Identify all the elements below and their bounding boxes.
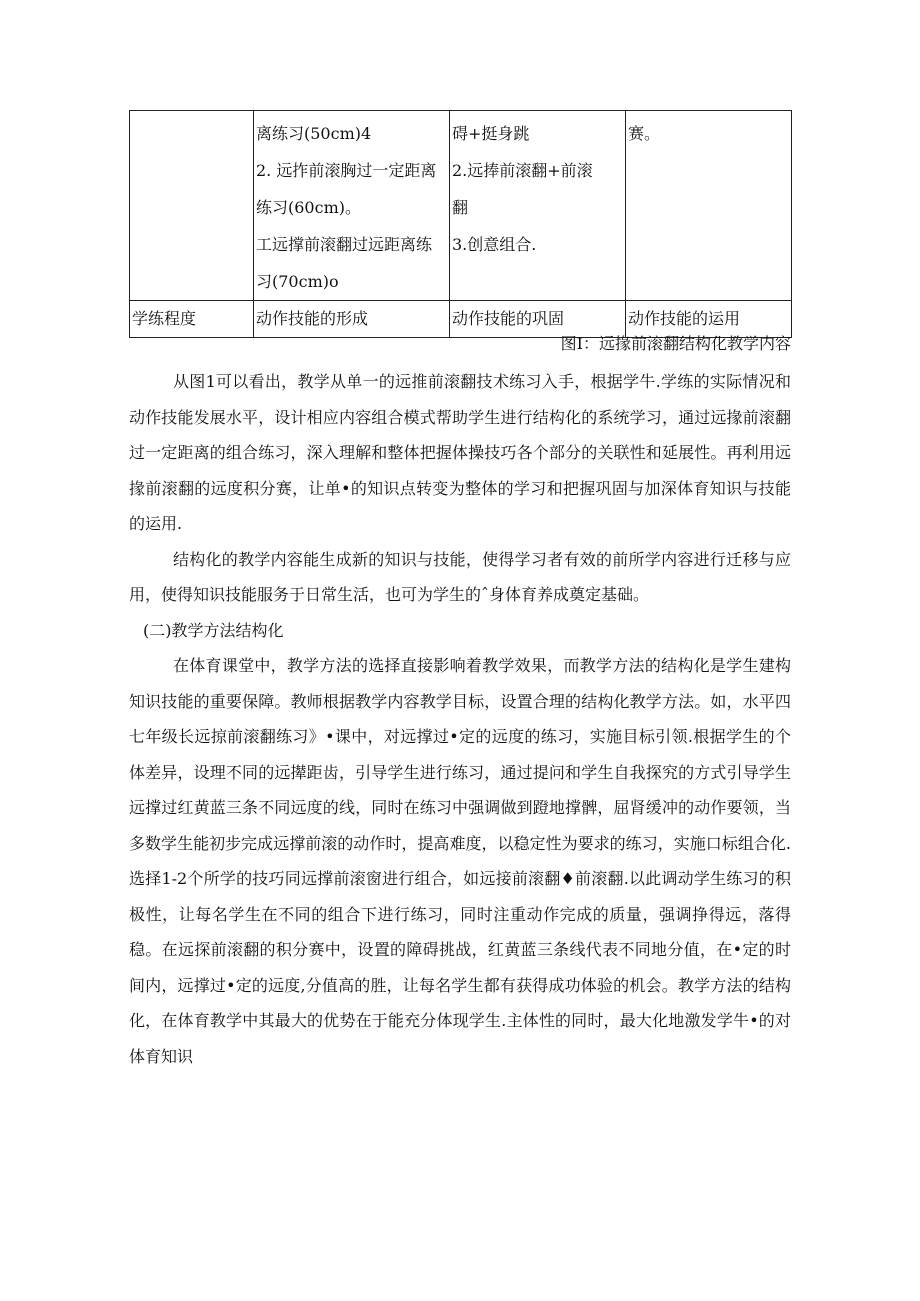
teaching-content-table bbox=[129, 110, 792, 338]
table-cell-stage2: 动作技能的巩固 bbox=[450, 301, 626, 338]
table-cell-empty bbox=[130, 111, 254, 301]
cell-line: 翻 bbox=[452, 198, 469, 217]
body-text bbox=[129, 364, 791, 1074]
cell-line: 碍+挺身跳 bbox=[452, 124, 530, 143]
table-cell-stage1: 动作技能的形成 bbox=[254, 301, 450, 338]
table-cell-stage1-content bbox=[254, 111, 450, 301]
paragraph: 从图1可以看出，教学从单一的远推前滚翻技术练习入手，根据学牛.学练的实际情况和动作技能发展水平，设计相应内容组合模式帮助学生进行结构化的系统学习，通过远掾前滚翻过一定距离的组合练习，深入理解和整体把握体操技巧各个部分的关联性和延展性。再利用远掾前滚翻的远度积分赛，让单•的知识点转变为整体的学习和把握巩固与加深体育知识与技能的运用. bbox=[129, 372, 791, 533]
paragraph: 在体育课堂中，教学方法的选择直接影响着教学效果，而教学方法的结构化是学生建构知识技能的重要保障。教师根据教学内容教学目标，设置合理的结构化教学方法。如，水平四七年级长远掠前滚翻练习》•课中，对远撑过•定的远度的练习，实施目标引领.根据学生的个体差异，设理不同的远撵距齿，引导学生进行练习，通过提问和学生自我探究的方式引导学生远撑过红黄蓝三条不同远度的线，同时在练习中强调做到蹬地撑髀，屈肾缓冲的动作要领，当多数学生能初步完成远撑前滚的动作时，提高难度，以稳定性为要求的练习，实施口标组合化.选择1-2个所学的技巧同远撑前滚窗进行组合，如远接前滚翻♦前滚翻.以此调动学生练习的积极性，让每名学生在不同的组合下进行练习，同时注重动作完成的质量，强调挣得远，落得稳。在远探前滚翻的积分赛中，设置的障碍挑战，红黄蓝三条线代表不同地分值，在•定的时间内，远撑过•定的远度,分值高的胜，让每名学生都有获得成功体验的机会。教学方法的结构化，在体育教学中其最大的优势在于能充分体现学生.主体性的同时，最大化地激发学牛•的对体育知识 bbox=[129, 656, 791, 1066]
table-cell-stage3-content bbox=[626, 111, 792, 301]
paragraph: 结构化的教学内容能生成新的知识与技能，使得学习者有效的前所学内容进行迁移与应用，使得知识技能服务于日常生活，也可为学生的ˆ身体育养成奠定基础。 bbox=[129, 549, 791, 604]
cell-line: 赛。 bbox=[628, 124, 661, 143]
table-cell-stage3: 动作技能的运用 bbox=[626, 301, 792, 338]
section-heading: (二)教学方法结构化 bbox=[143, 620, 284, 640]
cell-line: 2. 远拃前滚胸过一定距离 bbox=[256, 161, 437, 180]
cell-line: 习(70cm)o bbox=[256, 272, 339, 291]
figure-caption: 图I：远掾前滚翻结构化教学内容 bbox=[560, 334, 791, 353]
table-cell-stage2-content bbox=[450, 111, 626, 301]
cell-line: 离练习(50cm)4 bbox=[256, 124, 372, 143]
table-cell-row-label: 学练程度 bbox=[130, 301, 254, 338]
cell-line: 工远撑前滚翻过远距离练 bbox=[256, 235, 433, 254]
cell-line: 3.创意组合. bbox=[452, 235, 537, 254]
cell-line: 2.远捧前滚翻+前滚 bbox=[452, 161, 593, 180]
table-row bbox=[130, 111, 792, 301]
cell-line: 练习(60cm)。 bbox=[256, 198, 361, 217]
